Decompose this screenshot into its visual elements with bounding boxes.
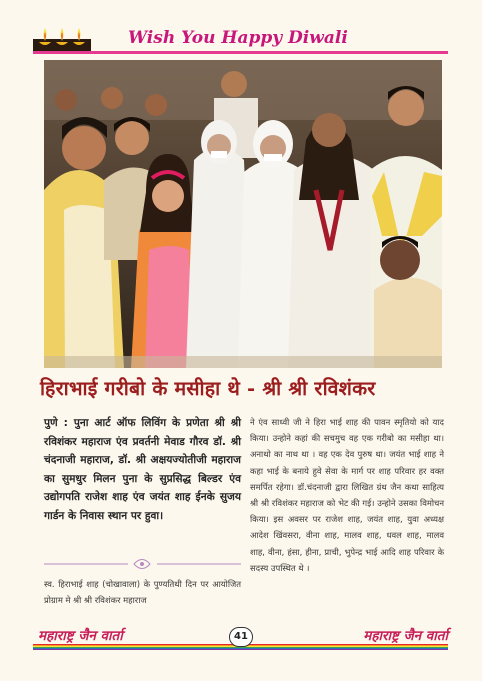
article-lead: पुणे : पुना आर्ट ऑफ लिविंग के प्रणेता श्री श्री रविशंकर महाराज एंव प्रवर्तनी मेवाड गौरव डॉ. श्री चंदनाजी महाराज, डॉ. श्री अक्षयज्योतीजी महाराज का सुमधुर मिलन पुना के सुप्रसिद्ध बिल्डर एंव उद्योगपति राजेश शाह एंव जयंत शाह ईनके सुजय गार्डन के निवास स्थान पर हुवा। xyxy=(44,417,241,522)
article-headline: हिराभाई गरीबो के मसीहा थे - श्री श्री रविशंकर xyxy=(40,377,376,400)
header-rule xyxy=(33,51,448,54)
diya-icon xyxy=(33,25,91,51)
article-right-body: ने एंव साध्वी जी ने हिरा भाई शाह की पावन स्मृतियो को याद किया। उन्होने कहां की सचमुच वह एक गरीबो का मसीहा था। अनाथो का नाथ था । वह एक देव पुरुष था। जयंत भाई शाह ने कहा भाई के बनाये हुवे सेवा के मार्ग पर शाह परिवार हर वक्त समर्पित रहेगा। डॉ.चंदनाजी द्वारा लिखित ग्रंथ जैन कथा साहित्य श्री श्री रविशंकर महाराज को भेट की गई। उन्होने उसका विमोचन किया। इस अवसर पर राजेश शाह, जयंत शाह, युवा अध्यक्ष आदेश खिंवसरा, वीना शाह, मालव शाह, धवल शाह, मालव शाह, वीना, हंसा, हीना, प्राची, भुपेन्द्र भाई आदि शाह परिवार के सदस्य उपस्थित थे । xyxy=(250,417,444,573)
page-header xyxy=(0,0,482,55)
footer-publication-right: महाराष्ट्र जैन वार्ता xyxy=(363,628,448,644)
page-footer xyxy=(0,624,482,654)
page-header-title: Wish You Happy Diwali xyxy=(128,28,348,48)
group-photo xyxy=(44,60,442,368)
article-left-column xyxy=(44,414,241,525)
ornament-divider xyxy=(44,557,241,571)
article-right-column xyxy=(250,414,444,576)
footer-publication-left: महाराष्ट्र जैन वार्ता xyxy=(38,628,123,644)
article-left-body: स्व. हिराभाई शाह (चोखावाला) के पुण्यतिथी दिन पर आयोजित प्रोग्राम मे श्री श्री रविशंकर महाराज xyxy=(44,579,241,606)
article-left-body-wrap xyxy=(44,576,241,608)
page-number: 41 xyxy=(229,627,253,647)
